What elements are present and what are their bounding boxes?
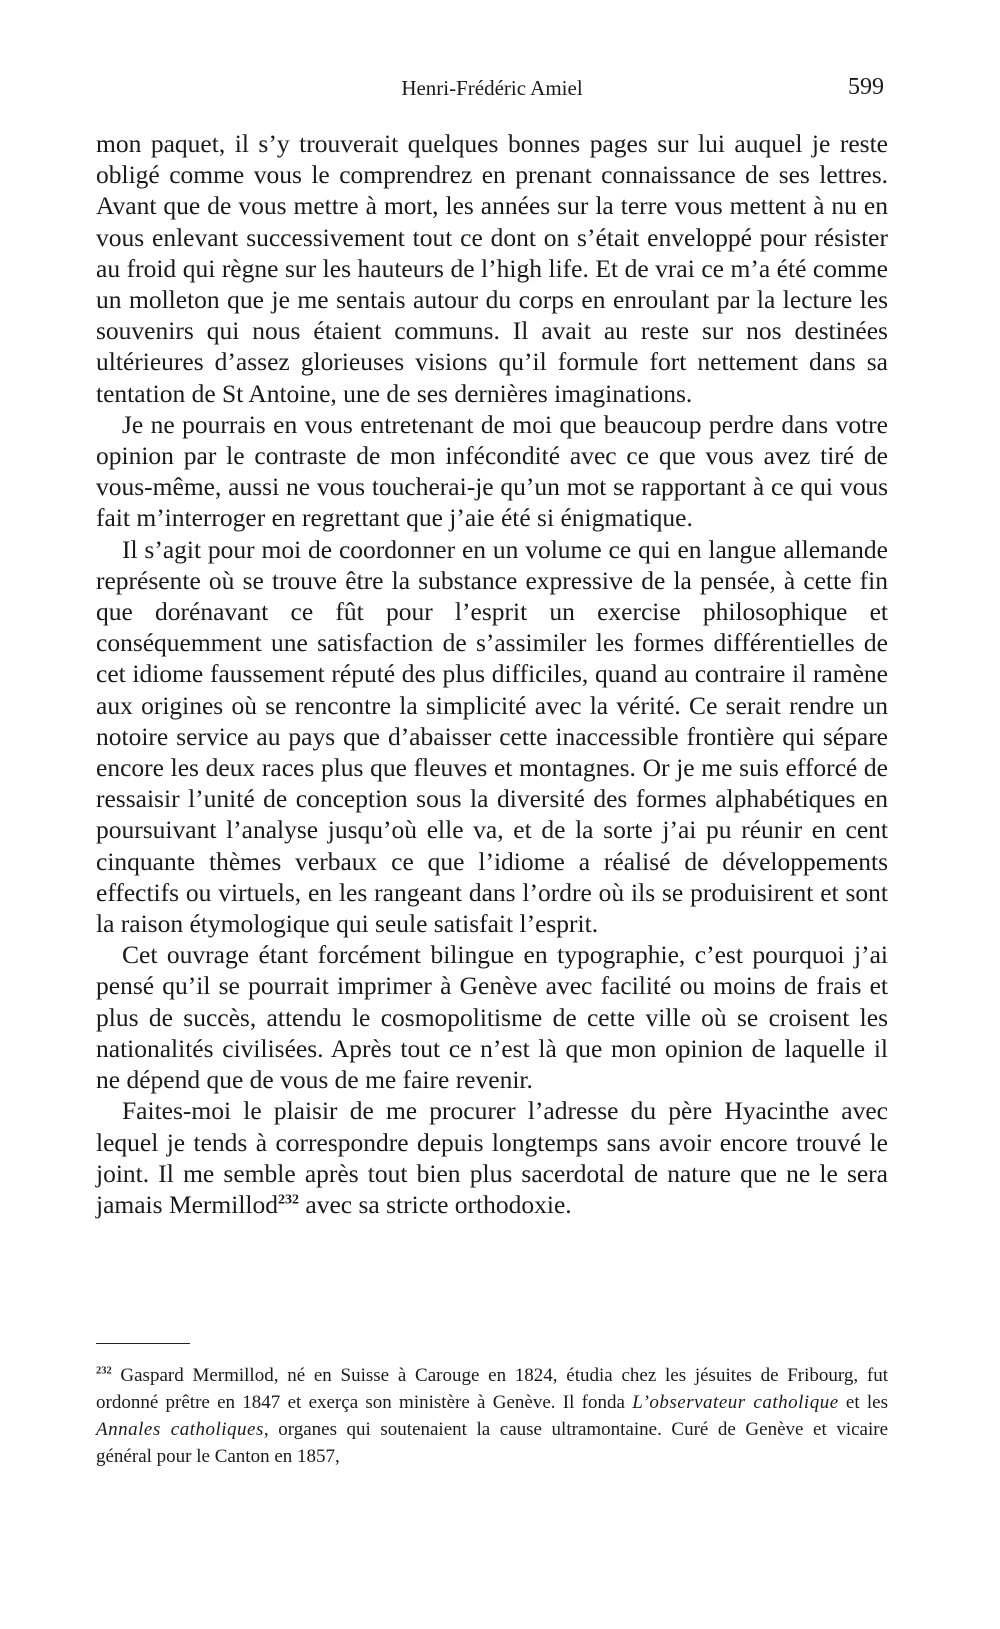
running-head xyxy=(96,68,888,108)
footnote-text-3: , organes qui soutenaient la cause ultramontaine. Curé de Genève et vicaire général pour le Canton en 1857, xyxy=(96,1419,888,1467)
footnote-text-1: Gaspard Mermillod, né en Suisse à Carouge en 1824, étudia chez les jésuites de Fribourg, fut ordonné prêtre en 1847 et exerça son ministère à Genève. Il fonda xyxy=(96,1365,888,1413)
paragraph-4: Cet ouvrage étant forcément bilingue en typographie, c’est pourquoi j’ai pensé qu’il se pourrait imprimer à Genève avec facilité ou moins de frais et plus de succès, attendu le cosmopolitisme de cette ville où se croisent les nationalités civilisées. Après tout ce n’est là que mon opinion de laquelle il ne dépend que de vous de me faire revenir. xyxy=(96,940,888,1095)
footnote-title-2: Annales catholiques xyxy=(96,1419,264,1440)
footnote-reference: 232 xyxy=(278,1192,300,1208)
paragraph-1: mon paquet, il s’y trouverait quelques bonnes pages sur lui auquel je reste obligé comme vous le comprendrez en prenant connaissance de ses lettres. Avant que de vous mettre à mort, les années sur la terre vous mettent à nu en vous enlevant successivement tout ce dont on s’était enveloppé pour résister au froid qui règne sur les hauteurs de l’high life. Et de vrai ce m’a été comme un molleton que je me sentais autour du corps en enroulant par la lecture les souvenirs qui nous étaient communs. Il avait au reste sur nos destinées ultérieures d’assez glorieuses visions qu’il formule fort nettement dans sa tentation de St Antoine, une de ses dernières imaginations. xyxy=(96,129,888,408)
paragraph-5-end: avec sa stricte orthodoxie. xyxy=(299,1189,572,1219)
paragraph-3: Il s’agit pour moi de coordonner en un volume ce qui en langue allemande représente où se trouve être la substance expressive de la pensée, à cette fin que dorénavant ce fût pour l’esprit un exercise philosophique et conséquemment une satisfaction de s’assimiler les formes différentielles de cet idiome faussement réputé des plus difficiles, quand au contraire il ramène aux origines où se rencontre la simplicité avec la vérité. Ce serait rendre un notoire service au pays que d’abaisser cette inaccessible frontière qui sépare encore les deux races plus que fleuves et montagnes. Or je me suis efforcé de ressaisir l’unité de conception sous la diversité des formes alphabétiques en poursuivant l’analyse jusqu’où elle va, et de la sorte j’ai pu réunir en cent cinquante thèmes verbaux ce que l’idiome a réalisé de développements effectifs ou virtuels, en les rangeant dans l’ordre où ils se produisirent et sont la raison étymologique qui seule satisfait l’esprit. xyxy=(96,534,888,939)
footnote-number: 232 xyxy=(96,1365,112,1377)
paragraph-5 xyxy=(96,1095,888,1220)
footnote-title-1: L’observateur catholique xyxy=(632,1392,839,1413)
footnote-text-2: et les xyxy=(838,1392,889,1413)
paragraph-2: Je ne pourrais en vous entretenant de moi que beaucoup perdre dans votre opinion par le contraste de mon infécondité avec ce que vous avez tiré de vous-même, aussi ne vous toucherai-je qu’un mot se rapportant à ce qui vous fait m’interroger en regrettant que j’aie été si énigmatique. xyxy=(96,409,888,533)
footnote-separator xyxy=(96,1343,190,1344)
body-text xyxy=(96,128,888,1220)
page-number: 599 xyxy=(848,74,884,100)
running-title: Henri-Frédéric Amiel xyxy=(401,76,583,100)
paragraph-5-text: Faites-moi le plaisir de me procurer l’adresse du père Hyacinthe avec lequel je tends à correspondre depuis longtemps sans avoir encore trouvé le joint. Il me semble après tout bien plus sacerdotal de nature que ne le sera jamais Mermillod xyxy=(96,1096,888,1219)
footnote xyxy=(96,1362,888,1470)
footnote-paragraph xyxy=(96,1362,888,1470)
